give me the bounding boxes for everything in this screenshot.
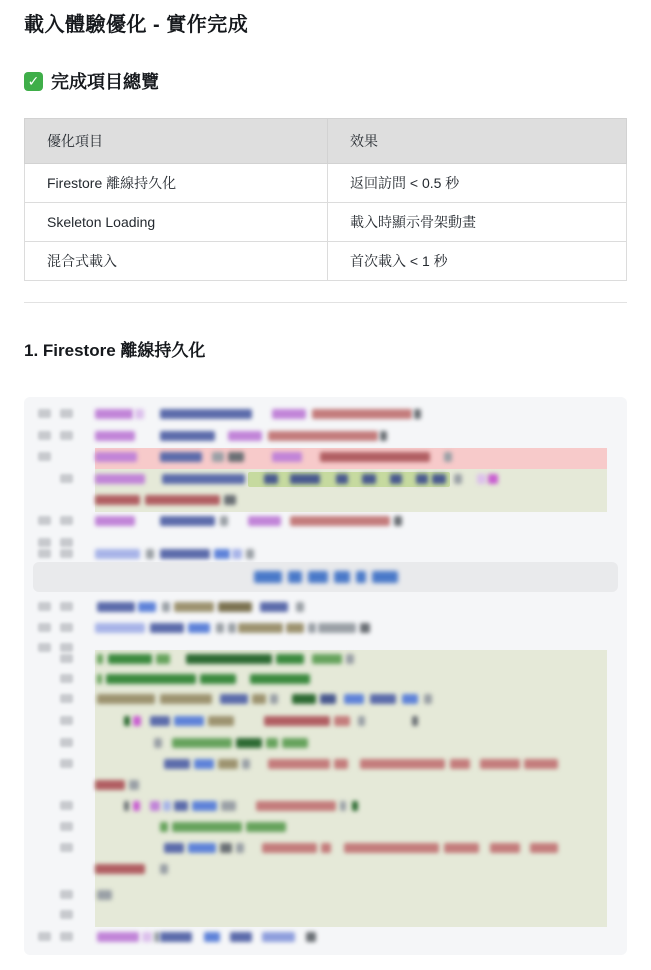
- line-number-new: [60, 843, 73, 852]
- code-token: [164, 759, 190, 769]
- code-token: [164, 843, 184, 853]
- code-token: [268, 759, 330, 769]
- code-token: [232, 549, 242, 559]
- code-token: [208, 716, 234, 726]
- code-token: [108, 654, 152, 664]
- line-number-new: [60, 643, 73, 652]
- code-token: [150, 801, 160, 811]
- code-token: [380, 431, 387, 441]
- code-token: [95, 452, 137, 462]
- code-token: [156, 654, 170, 664]
- code-token: [262, 843, 317, 853]
- code-token: [266, 738, 278, 748]
- line-number-new: [60, 822, 73, 831]
- code-token: [394, 516, 402, 526]
- code-token: [416, 474, 428, 484]
- code-token: [312, 654, 342, 664]
- code-token: [238, 623, 283, 633]
- cell-item: 混合式載入: [25, 242, 328, 281]
- code-token: [160, 431, 215, 441]
- line-number-old: [38, 932, 51, 941]
- code-token: [97, 890, 112, 900]
- code-token: [174, 801, 188, 811]
- code-token: [95, 495, 140, 505]
- line-number-new: [60, 759, 73, 768]
- line-number-new: [60, 694, 73, 703]
- code-token: [424, 694, 432, 704]
- code-token: [160, 549, 210, 559]
- code-token: [160, 694, 212, 704]
- code-token: [192, 801, 217, 811]
- code-token: [336, 474, 348, 484]
- code-token: [362, 474, 376, 484]
- expand-lines-label-blob: [372, 571, 398, 583]
- line-number-new: [60, 516, 73, 525]
- line-number-new: [60, 890, 73, 899]
- code-token: [174, 602, 214, 612]
- table-header-row: [25, 119, 627, 164]
- code-token: [162, 602, 170, 612]
- code-token: [95, 623, 145, 633]
- line-number-new: [60, 602, 73, 611]
- overview-heading: [24, 68, 159, 94]
- expand-lines-label-blob: [334, 571, 350, 583]
- code-token: [256, 801, 336, 811]
- code-token: [154, 738, 162, 748]
- code-token: [320, 694, 336, 704]
- code-token: [214, 549, 230, 559]
- code-token: [402, 694, 418, 704]
- line-number-new: [60, 932, 73, 941]
- code-token: [432, 474, 446, 484]
- code-token: [95, 409, 133, 419]
- column-header-item: 優化項目: [25, 119, 328, 164]
- code-token: [194, 759, 214, 769]
- section-heading: 1. Firestore 離線持久化: [24, 341, 206, 360]
- code-token: [97, 602, 135, 612]
- code-token: [236, 738, 262, 748]
- code-token: [220, 843, 232, 853]
- expand-lines-label-blob: [308, 571, 328, 583]
- code-token: [320, 452, 430, 462]
- table-row: [25, 242, 627, 281]
- code-token: [262, 932, 295, 942]
- line-number-old: [38, 538, 51, 547]
- line-number-old: [38, 516, 51, 525]
- code-token: [242, 759, 250, 769]
- code-token: [133, 716, 141, 726]
- code-token: [163, 801, 171, 811]
- code-token: [390, 474, 402, 484]
- code-token: [352, 801, 358, 811]
- line-number-new: [60, 674, 73, 683]
- code-block: [24, 397, 627, 955]
- code-token: [290, 474, 320, 484]
- code-token: [260, 602, 288, 612]
- code-token: [228, 452, 244, 462]
- code-token: [228, 431, 262, 441]
- code-token: [318, 623, 356, 633]
- code-token: [220, 694, 248, 704]
- code-token: [186, 654, 272, 664]
- code-token: [334, 759, 348, 769]
- code-token: [272, 409, 306, 419]
- line-number-new: [60, 716, 73, 725]
- code-token: [160, 516, 215, 526]
- code-token: [360, 759, 445, 769]
- line-number-old: [38, 452, 51, 461]
- line-number-new: [60, 538, 73, 547]
- code-token: [129, 780, 139, 790]
- code-token: [246, 822, 286, 832]
- code-token: [138, 602, 156, 612]
- line-number-old: [38, 409, 51, 418]
- cell-effect: 首次載入 < 1 秒: [328, 242, 627, 281]
- summary-table: [24, 118, 627, 281]
- code-token: [358, 716, 365, 726]
- page-title: 載入體驗優化 - 實作完成: [24, 14, 249, 36]
- code-token: [230, 932, 252, 942]
- code-token: [95, 431, 135, 441]
- code-token: [162, 474, 245, 484]
- code-token: [204, 932, 220, 942]
- line-number-new: [60, 474, 73, 483]
- code-token: [188, 843, 216, 853]
- code-token: [228, 623, 236, 633]
- code-token: [218, 602, 252, 612]
- code-token: [264, 474, 278, 484]
- code-token: [246, 549, 254, 559]
- line-number-old: [38, 602, 51, 611]
- cell-effect: 載入時顯示骨架動畫: [328, 203, 627, 242]
- code-token: [95, 516, 135, 526]
- code-token: [95, 780, 125, 790]
- horizontal-rule: [24, 302, 627, 303]
- line-number-new: [60, 409, 73, 418]
- code-token: [212, 452, 224, 462]
- code-token: [142, 932, 152, 942]
- line-number-new: [60, 623, 73, 632]
- code-token: [344, 843, 439, 853]
- code-token: [218, 759, 238, 769]
- code-token: [95, 474, 145, 484]
- code-token: [95, 549, 140, 559]
- code-token: [236, 843, 244, 853]
- line-number-old: [38, 549, 51, 558]
- line-number-old: [38, 623, 51, 632]
- code-token: [306, 932, 316, 942]
- check-emoji: ✓: [24, 72, 43, 91]
- expand-lines-label-blob: [254, 571, 282, 583]
- code-token: [200, 674, 236, 684]
- code-token: [524, 759, 558, 769]
- code-token: [150, 716, 170, 726]
- code-token: [370, 694, 396, 704]
- code-token: [160, 409, 252, 419]
- line-number-new: [60, 549, 73, 558]
- code-token: [145, 495, 220, 505]
- code-token: [172, 738, 232, 748]
- table-row: [25, 203, 627, 242]
- code-token: [124, 801, 129, 811]
- code-token: [97, 654, 103, 664]
- code-token: [270, 694, 278, 704]
- code-token: [444, 843, 479, 853]
- code-token: [160, 932, 192, 942]
- code-token: [308, 623, 316, 633]
- code-token: [97, 674, 102, 684]
- code-token: [296, 602, 304, 612]
- code-token: [272, 452, 302, 462]
- code-token: [344, 694, 364, 704]
- code-token: [312, 409, 412, 419]
- code-token: [454, 474, 462, 484]
- expand-lines-label-blob: [356, 571, 366, 583]
- code-token: [248, 516, 281, 526]
- expand-lines-label-blob: [288, 571, 302, 583]
- expand-lines-button[interactable]: [33, 562, 618, 592]
- line-number-new: [60, 801, 73, 810]
- code-token: [97, 932, 139, 942]
- code-token: [276, 654, 304, 664]
- code-token: [250, 674, 310, 684]
- code-token: [490, 843, 520, 853]
- diff-added-block: [95, 650, 607, 927]
- code-token: [444, 452, 452, 462]
- code-token: [172, 822, 242, 832]
- code-token: [286, 623, 304, 633]
- code-token: [488, 474, 498, 484]
- code-token: [346, 654, 354, 664]
- code-token: [160, 452, 202, 462]
- code-token: [160, 822, 168, 832]
- code-token: [268, 431, 378, 441]
- cell-effect: 返回訪問 < 0.5 秒: [328, 164, 627, 203]
- line-number-old: [38, 643, 51, 652]
- line-number-new: [60, 431, 73, 440]
- code-token: [95, 864, 145, 874]
- overview-heading-label: 完成項目總覽: [51, 72, 159, 92]
- code-token: [264, 716, 330, 726]
- code-token: [133, 801, 140, 811]
- code-token: [477, 474, 486, 484]
- line-number-new: [60, 910, 73, 919]
- code-token: [290, 516, 390, 526]
- code-token: [216, 623, 224, 633]
- cell-item: Firestore 離線持久化: [25, 164, 328, 203]
- code-token: [321, 843, 331, 853]
- table-row: [25, 164, 627, 203]
- code-token: [146, 549, 154, 559]
- code-token: [220, 516, 228, 526]
- code-token: [150, 623, 184, 633]
- code-token: [174, 716, 204, 726]
- code-token: [530, 843, 558, 853]
- code-token: [160, 864, 168, 874]
- code-token: [124, 716, 130, 726]
- code-token: [252, 694, 266, 704]
- code-token: [135, 409, 144, 419]
- line-number-old: [38, 431, 51, 440]
- code-token: [412, 716, 418, 726]
- code-token: [292, 694, 316, 704]
- code-token: [106, 674, 196, 684]
- code-token: [450, 759, 470, 769]
- code-token: [224, 495, 236, 505]
- code-token: [334, 716, 350, 726]
- code-token: [282, 738, 308, 748]
- code-token: [221, 801, 236, 811]
- code-token: [414, 409, 421, 419]
- code-token: [97, 694, 155, 704]
- cell-item: Skeleton Loading: [25, 203, 328, 242]
- code-token: [340, 801, 346, 811]
- code-token: [188, 623, 210, 633]
- line-number-new: [60, 738, 73, 747]
- code-token: [480, 759, 520, 769]
- line-number-new: [60, 654, 73, 663]
- code-token: [360, 623, 370, 633]
- column-header-effect: 效果: [328, 119, 627, 164]
